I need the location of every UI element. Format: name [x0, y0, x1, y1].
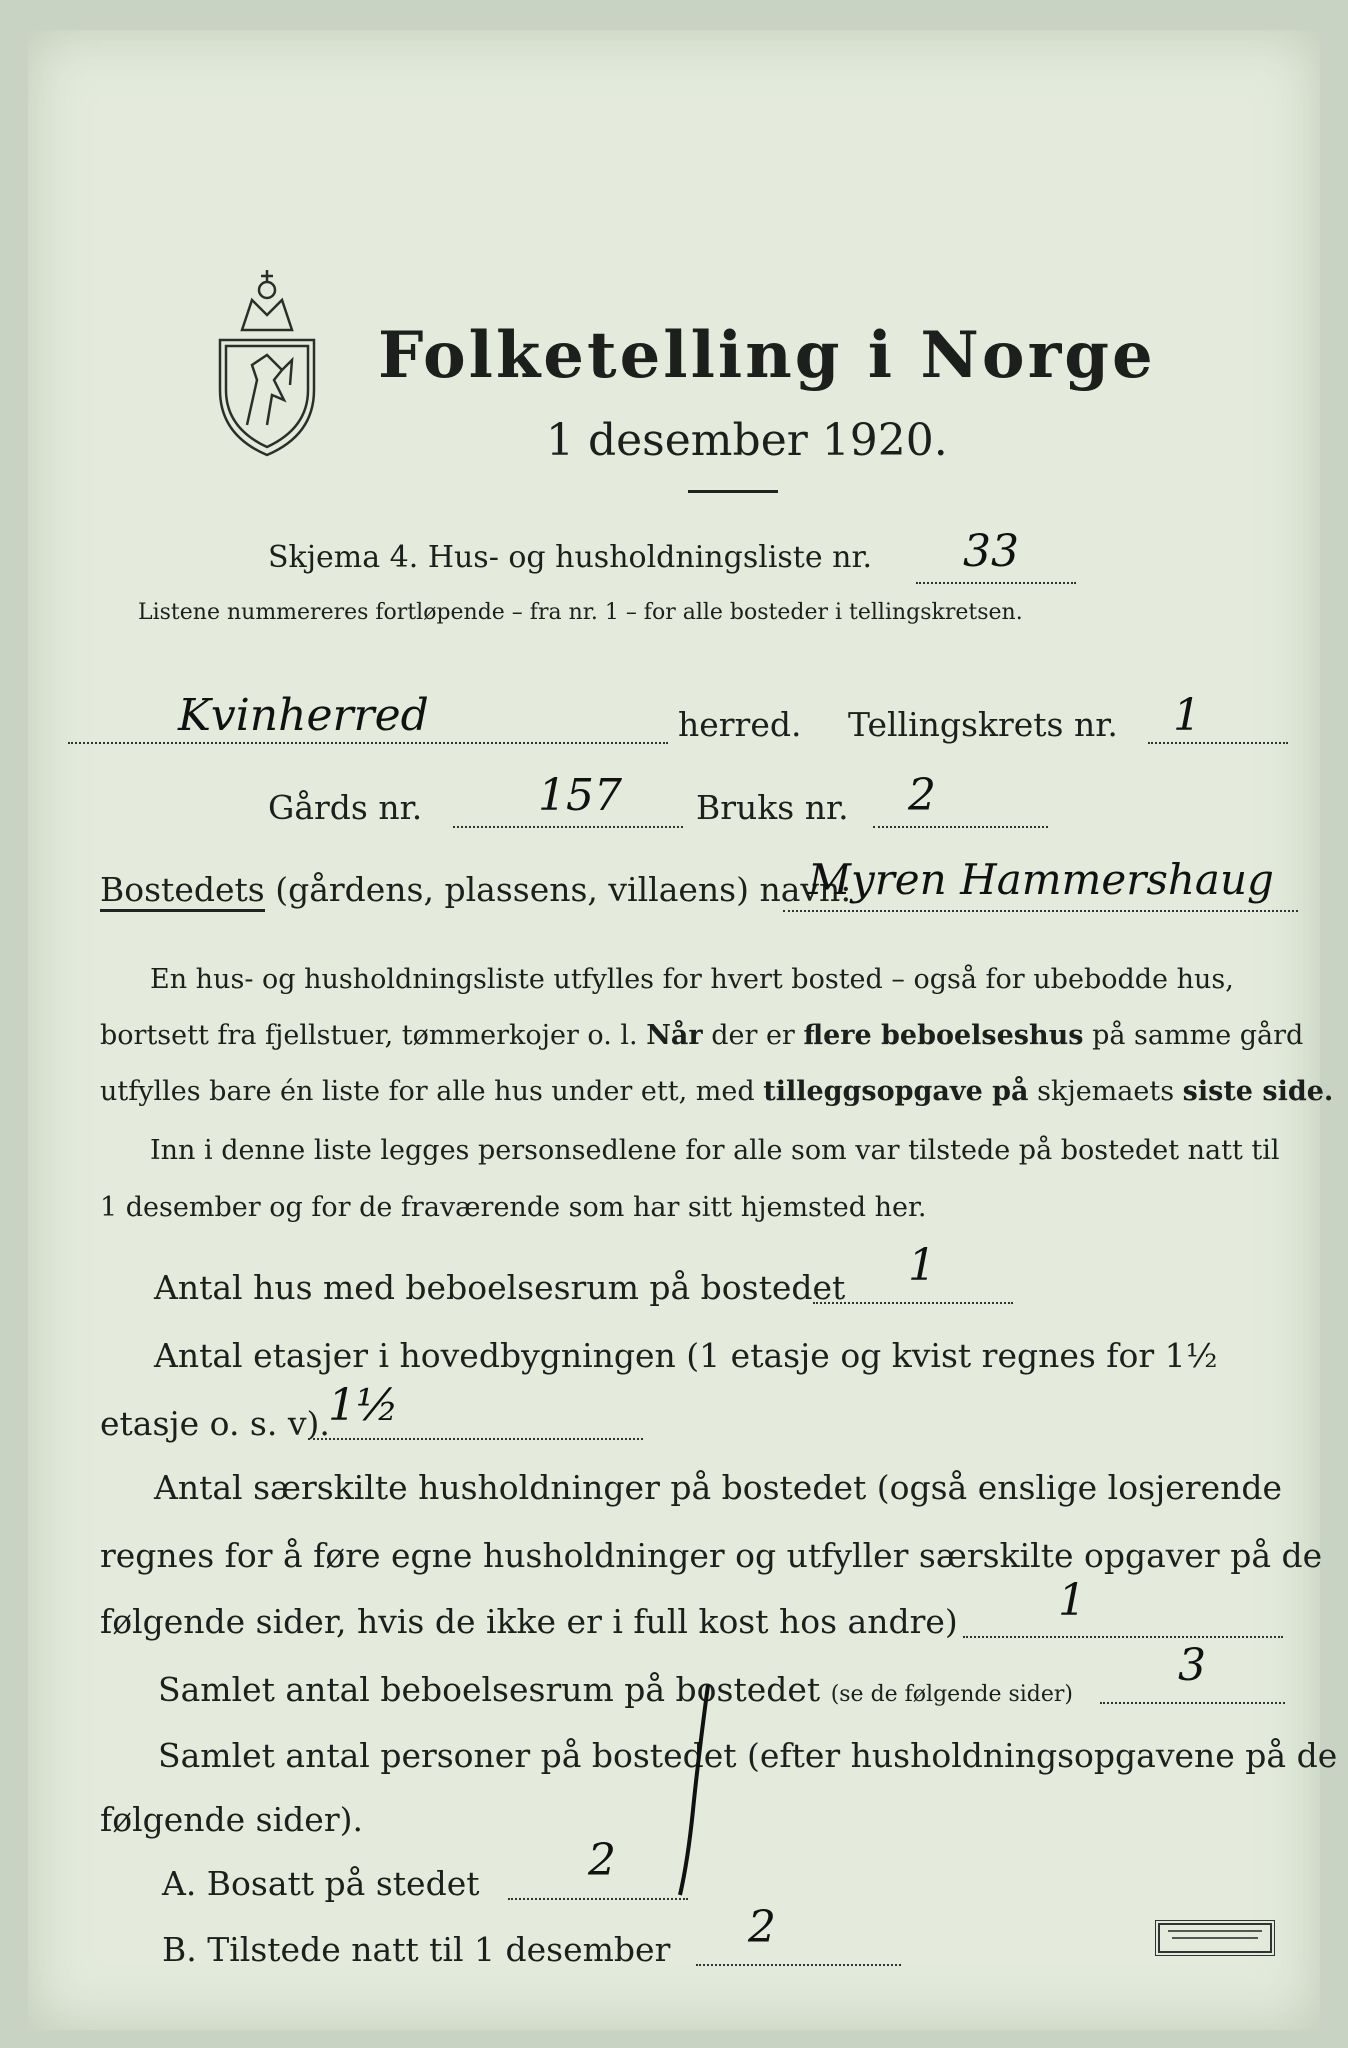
q1-label: Antal hus med beboelsesrum på bostedet [154, 1268, 846, 1307]
bruks-value: 2 [908, 770, 936, 821]
instruction-line-2-b: der er [711, 1020, 795, 1051]
bruks-label: Bruks nr. [696, 788, 849, 827]
qa-label: A. Bosatt på stedet [162, 1864, 480, 1903]
q5-label-line-2: følgende sider). [100, 1800, 363, 1839]
gards-line [453, 826, 683, 828]
q2-value: 1½ [328, 1380, 399, 1431]
q3-label-line-2: regnes for å føre egne husholdninger og utfyller særskilte opgaver på de [100, 1536, 1323, 1575]
gards-label: Gårds nr. [268, 788, 423, 827]
printer-stamp [1158, 1923, 1272, 1953]
instruction-line-3-a: utfylles bare én liste for alle hus under ett, med [100, 1076, 755, 1107]
bosted-label-rest: (gårdens, plassens, villaens) navn: [275, 870, 852, 909]
herred-line [68, 742, 668, 744]
instruction-line-2 [100, 1020, 1303, 1051]
q4-value: 3 [1178, 1640, 1206, 1691]
coat-of-arms-icon [212, 260, 322, 460]
instruction-line-1: En hus- og husholdningsliste utfylles for hvert bosted – også for ubebodde hus, [150, 964, 1234, 995]
instruction-line-5: 1 desember og for de fraværende som har sitt hjemsted her. [100, 1192, 927, 1223]
q1-value: 1 [908, 1240, 936, 1291]
page-title: Folketelling i Norge [378, 318, 1156, 393]
instruction-line-2-bold-2: flere beboelseshus [803, 1020, 1084, 1051]
q2-label-line-2: etasje o. s. v). [100, 1404, 330, 1443]
tellingskrets-value: 1 [1173, 690, 1201, 741]
instruction-line-2-bold-1: Når [646, 1020, 703, 1051]
qa-value: 2 [588, 1835, 616, 1886]
tellingskrets-line [1148, 742, 1288, 744]
census-date: 1 desember 1920. [546, 415, 948, 466]
q1-line [813, 1302, 1013, 1304]
q3-label-line-1: Antal særskilte husholdninger på bostedet (også enslige losjerende [154, 1468, 1283, 1507]
schema-label: Skjema 4. Hus- og husholdningsliste nr. [268, 540, 873, 575]
qb-value: 2 [748, 1902, 776, 1953]
qb-line [696, 1964, 901, 1966]
qa-line [508, 1898, 688, 1900]
q2-line [308, 1438, 643, 1440]
numbering-instruction: Listene nummereres fortløpende – fra nr. 1 – for alle bosteder i tellingskretsen. [138, 600, 1023, 625]
bruks-line [873, 826, 1048, 828]
list-number-value: 33 [963, 526, 1019, 577]
q4-label-main: Samlet antal beboelsesrum på bostedet [158, 1670, 821, 1709]
qb-label: B. Tilstede natt til 1 desember [162, 1930, 671, 1969]
instruction-line-3-b: skjemaets [1037, 1076, 1175, 1107]
instruction-line-3 [100, 1076, 1333, 1107]
handwritten-stroke [668, 1680, 728, 1900]
census-form-page [28, 30, 1338, 2030]
list-number-line [916, 582, 1076, 584]
q4-label-note: (se de følgende sider) [830, 1682, 1073, 1707]
q4-line [1100, 1702, 1285, 1704]
title-divider [688, 490, 778, 493]
q3-label-line-3: følgende sider, hvis de ikke er i full kost hos andre) [100, 1602, 958, 1641]
instruction-line-3-bold-1: tilleggsopgave på [763, 1076, 1029, 1107]
q2-label-line-1: Antal etasjer i hovedbygningen (1 etasje og kvist regnes for 1½ [154, 1336, 1218, 1375]
q3-value: 1 [1058, 1575, 1086, 1626]
bosted-value: Myren Hammershaug [808, 855, 1274, 904]
instruction-line-2-a: bortsett fra fjellstuer, tømmerkojer o. l. [100, 1020, 638, 1051]
herred-value: Kvinherred [178, 690, 429, 741]
bosted-line [783, 910, 1298, 912]
q4-label [158, 1670, 1073, 1709]
q3-line [963, 1636, 1283, 1638]
instruction-line-3-bold-2: siste side. [1182, 1076, 1334, 1107]
bosted-label-underlined: Bostedets [100, 870, 265, 912]
instruction-line-4: Inn i denne liste legges personsedlene for alle som var tilstede på bostedet natt til [150, 1135, 1280, 1166]
gards-value: 157 [538, 770, 622, 821]
instruction-line-2-c: på samme gård [1092, 1020, 1304, 1051]
q5-label-line-1: Samlet antal personer på bostedet (efter husholdningsopgavene på de [158, 1736, 1338, 1775]
tellingskrets-label: Tellingskrets nr. [848, 705, 1118, 744]
bosted-label [100, 870, 851, 909]
herred-label: herred. [678, 705, 802, 744]
